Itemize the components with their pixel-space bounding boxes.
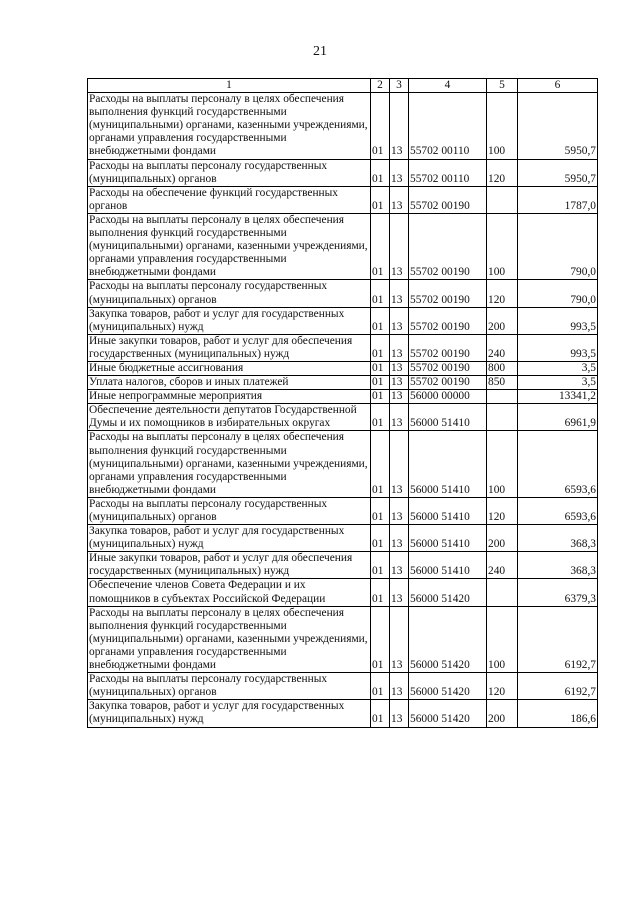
amount-cell: 5950,7 — [518, 159, 598, 186]
description-cell: Уплата налогов, сборов и иных платежей — [88, 376, 371, 390]
description-cell: Расходы на выплаты персоналу государственных (муниципальных) органов — [88, 159, 371, 186]
section-cell: 01 — [371, 579, 390, 606]
target-article-cell: 56000 51420 — [409, 579, 487, 606]
description-cell: Расходы на выплаты персоналу в целях обеспечения выполнения функций государственными (муниципальными) органами, казенными учреждениями, органами управления государственными внебюджетными фондами — [88, 93, 371, 159]
description-cell: Расходы на выплаты персоналу в целях обеспечения выполнения функций государственными (муниципальными) органами, казенными учреждениями, органами управления государственными внебюджетными фондами — [88, 431, 371, 497]
description-cell: Закупка товаров, работ и услуг для государственных (муниципальных) нужд — [88, 307, 371, 334]
target-article-cell: 55702 00190 — [409, 186, 487, 213]
target-article-cell: 55702 00110 — [409, 93, 487, 159]
description-cell: Обеспечение членов Совета Федерации и их помощников в субъектах Российской Федерации — [88, 579, 371, 606]
section-cell: 01 — [371, 334, 390, 361]
expense-type-cell: 240 — [487, 552, 518, 579]
subsection-cell: 13 — [390, 525, 409, 552]
section-cell: 01 — [371, 700, 390, 727]
table-row — [88, 497, 598, 524]
table-row — [88, 186, 598, 213]
header-cell-2: 2 — [371, 79, 390, 93]
table-row — [88, 376, 598, 390]
expense-type-cell: 240 — [487, 334, 518, 361]
amount-cell: 5950,7 — [518, 93, 598, 159]
table-row — [88, 404, 598, 431]
target-article-cell: 55702 00190 — [409, 280, 487, 307]
subsection-cell: 13 — [390, 390, 409, 404]
target-article-cell: 56000 00000 — [409, 390, 487, 404]
subsection-cell: 13 — [390, 159, 409, 186]
table-row — [88, 280, 598, 307]
description-cell: Иные непрограммные мероприятия — [88, 390, 371, 404]
table-row — [88, 307, 598, 334]
expense-type-cell: 120 — [487, 159, 518, 186]
header-cell-1: 1 — [88, 79, 371, 93]
amount-cell: 790,0 — [518, 280, 598, 307]
table-body — [88, 93, 598, 727]
subsection-cell: 13 — [390, 93, 409, 159]
section-cell: 01 — [371, 159, 390, 186]
target-article-cell: 56000 51410 — [409, 404, 487, 431]
amount-cell: 6379,3 — [518, 579, 598, 606]
expense-type-cell: 200 — [487, 700, 518, 727]
section-cell: 01 — [371, 376, 390, 390]
header-cell-6: 6 — [518, 79, 598, 93]
table-row — [88, 390, 598, 404]
expense-type-cell: 200 — [487, 525, 518, 552]
section-cell: 01 — [371, 390, 390, 404]
expense-type-cell: 800 — [487, 361, 518, 375]
table-row — [88, 525, 598, 552]
target-article-cell: 56000 51410 — [409, 552, 487, 579]
section-cell: 01 — [371, 93, 390, 159]
subsection-cell: 13 — [390, 431, 409, 497]
target-article-cell: 56000 51420 — [409, 606, 487, 672]
amount-cell: 790,0 — [518, 213, 598, 279]
amount-cell: 6961,9 — [518, 404, 598, 431]
section-cell: 01 — [371, 186, 390, 213]
amount-cell: 3,5 — [518, 376, 598, 390]
section-cell: 01 — [371, 404, 390, 431]
expense-type-cell — [487, 186, 518, 213]
amount-cell: 1787,0 — [518, 186, 598, 213]
expense-type-cell: 100 — [487, 431, 518, 497]
expense-type-cell: 100 — [487, 213, 518, 279]
target-article-cell: 56000 51420 — [409, 673, 487, 700]
section-cell: 01 — [371, 497, 390, 524]
section-cell: 01 — [371, 307, 390, 334]
target-article-cell: 55702 00190 — [409, 213, 487, 279]
table-row — [88, 213, 598, 279]
subsection-cell: 13 — [390, 361, 409, 375]
amount-cell: 186,6 — [518, 700, 598, 727]
table-row — [88, 159, 598, 186]
expense-type-cell: 100 — [487, 606, 518, 672]
expense-type-cell — [487, 579, 518, 606]
section-cell: 01 — [371, 525, 390, 552]
expense-type-cell: 120 — [487, 673, 518, 700]
header-row — [88, 79, 598, 93]
subsection-cell: 13 — [390, 673, 409, 700]
subsection-cell: 13 — [390, 213, 409, 279]
section-cell: 01 — [371, 673, 390, 700]
amount-cell: 993,5 — [518, 334, 598, 361]
table-row — [88, 700, 598, 727]
section-cell: 01 — [371, 552, 390, 579]
amount-cell: 993,5 — [518, 307, 598, 334]
description-cell: Расходы на выплаты персоналу в целях обеспечения выполнения функций государственными (муниципальными) органами, казенными учреждениями, органами управления государственными внебюджетными фондами — [88, 213, 371, 279]
expense-type-cell — [487, 404, 518, 431]
description-cell: Расходы на обеспечение функций государственных органов — [88, 186, 371, 213]
table-row — [88, 552, 598, 579]
subsection-cell: 13 — [390, 579, 409, 606]
description-cell: Расходы на выплаты персоналу в целях обеспечения выполнения функций государственными (муниципальными) органами, казенными учреждениями, органами управления государственными внебюджетными фондами — [88, 606, 371, 672]
table-row — [88, 431, 598, 497]
table-row — [88, 334, 598, 361]
target-article-cell: 56000 51410 — [409, 497, 487, 524]
budget-table — [87, 78, 598, 728]
amount-cell: 3,5 — [518, 361, 598, 375]
subsection-cell: 13 — [390, 376, 409, 390]
subsection-cell: 13 — [390, 404, 409, 431]
expense-type-cell: 100 — [487, 93, 518, 159]
amount-cell: 368,3 — [518, 525, 598, 552]
header-cell-4: 4 — [409, 79, 487, 93]
description-cell: Расходы на выплаты персоналу государственных (муниципальных) органов — [88, 673, 371, 700]
section-cell: 01 — [371, 606, 390, 672]
description-cell: Обеспечение деятельности депутатов Государственной Думы и их помощников в избирательных округах — [88, 404, 371, 431]
table-row — [88, 579, 598, 606]
table-row — [88, 606, 598, 672]
table-row — [88, 93, 598, 159]
table-row — [88, 673, 598, 700]
subsection-cell: 13 — [390, 552, 409, 579]
subsection-cell: 13 — [390, 497, 409, 524]
description-cell: Расходы на выплаты персоналу государственных (муниципальных) органов — [88, 497, 371, 524]
description-cell: Иные закупки товаров, работ и услуг для обеспечения государственных (муниципальных) нужд — [88, 552, 371, 579]
expense-type-cell: 200 — [487, 307, 518, 334]
description-cell: Иные закупки товаров, работ и услуг для обеспечения государственных (муниципальных) нужд — [88, 334, 371, 361]
expense-type-cell: 850 — [487, 376, 518, 390]
section-cell: 01 — [371, 361, 390, 375]
target-article-cell: 55702 00190 — [409, 376, 487, 390]
header-cell-5: 5 — [487, 79, 518, 93]
description-cell: Закупка товаров, работ и услуг для государственных (муниципальных) нужд — [88, 700, 371, 727]
header-cell-3: 3 — [390, 79, 409, 93]
table-row — [88, 361, 598, 375]
subsection-cell: 13 — [390, 186, 409, 213]
section-cell: 01 — [371, 213, 390, 279]
target-article-cell: 55702 00190 — [409, 307, 487, 334]
amount-cell: 368,3 — [518, 552, 598, 579]
target-article-cell: 56000 51410 — [409, 431, 487, 497]
amount-cell: 6192,7 — [518, 673, 598, 700]
section-cell: 01 — [371, 431, 390, 497]
subsection-cell: 13 — [390, 606, 409, 672]
description-cell: Расходы на выплаты персоналу государственных (муниципальных) органов — [88, 280, 371, 307]
amount-cell: 6192,7 — [518, 606, 598, 672]
target-article-cell: 55702 00190 — [409, 361, 487, 375]
subsection-cell: 13 — [390, 307, 409, 334]
target-article-cell: 56000 51420 — [409, 700, 487, 727]
subsection-cell: 13 — [390, 280, 409, 307]
amount-cell: 6593,6 — [518, 497, 598, 524]
section-cell: 01 — [371, 280, 390, 307]
subsection-cell: 13 — [390, 700, 409, 727]
page-number: 21 — [313, 44, 327, 59]
target-article-cell: 55702 00190 — [409, 334, 487, 361]
amount-cell: 13341,2 — [518, 390, 598, 404]
expense-type-cell: 120 — [487, 497, 518, 524]
description-cell: Закупка товаров, работ и услуг для государственных (муниципальных) нужд — [88, 525, 371, 552]
target-article-cell: 56000 51410 — [409, 525, 487, 552]
description-cell: Иные бюджетные ассигнования — [88, 361, 371, 375]
expense-type-cell — [487, 390, 518, 404]
target-article-cell: 55702 00110 — [409, 159, 487, 186]
amount-cell: 6593,6 — [518, 431, 598, 497]
expense-type-cell: 120 — [487, 280, 518, 307]
subsection-cell: 13 — [390, 334, 409, 361]
